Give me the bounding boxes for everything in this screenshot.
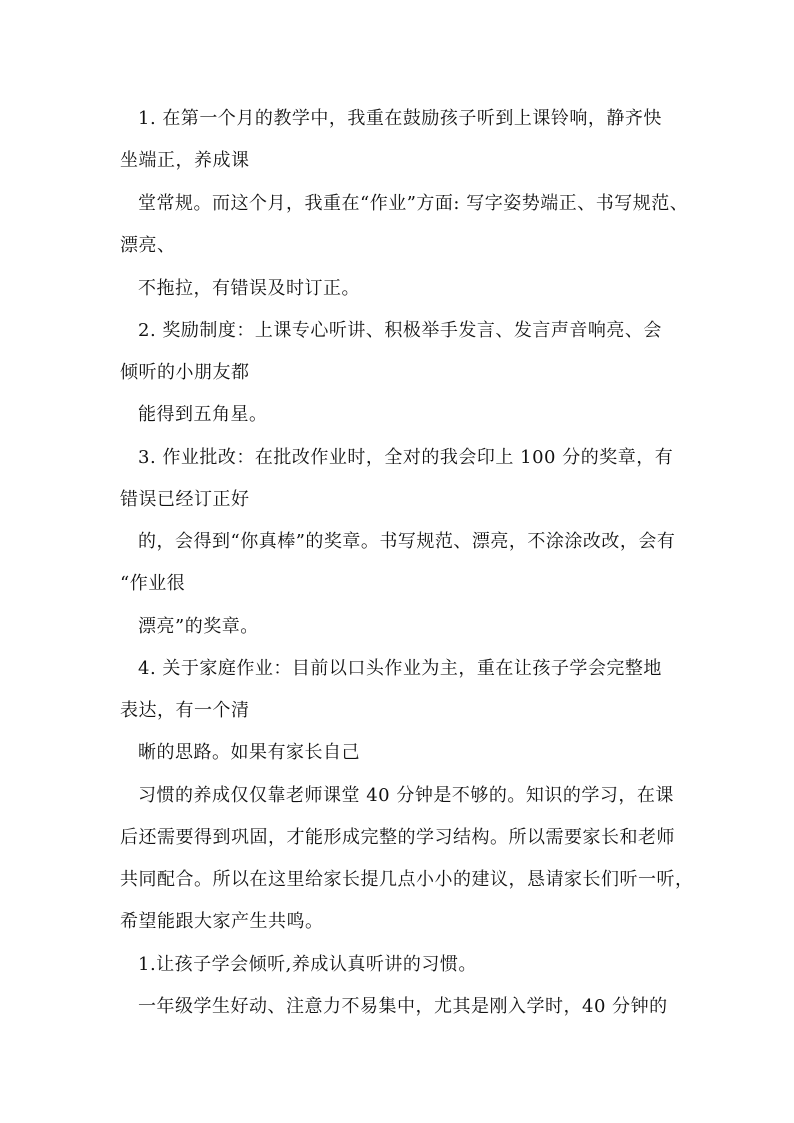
paragraph-line: 一年级学生好动、注意力不易集中，尤其是刚入学时，40 分钟的 <box>138 996 668 1017</box>
paragraph-line: 2. 奖励制度：上课专心听讲、积极举手发言、发言声音响亮、会 <box>138 320 662 341</box>
paragraph-line: 不拖拉，有错误及时订正。 <box>138 278 360 299</box>
paragraph-line: 后还需要得到巩固，才能形成完整的学习结构。所以需要家长和老师 <box>120 827 675 848</box>
paragraph-line: 倾听的小朋友都 <box>120 362 250 383</box>
paragraph-line: 习惯的养成仅仅靠老师课堂 40 分钟是不够的。知识的学习，在课 <box>138 785 674 806</box>
paragraph-line: 的，会得到“你真棒”的奖章。书写规范、漂亮，不涂涂改改，会有 <box>138 531 676 552</box>
paragraph-line: 表达，有一个清 <box>120 700 250 721</box>
paragraph-line: “作业很 <box>120 573 186 594</box>
paragraph-line: 希望能跟大家产生共鸣。 <box>120 911 324 932</box>
paragraph-line: 坐端正，养成课 <box>120 150 250 171</box>
paragraph-line: 能得到五角星。 <box>138 404 268 425</box>
paragraph-line: 错误已经订正好 <box>120 489 250 510</box>
paragraph-line: 漂亮、 <box>120 235 176 256</box>
paragraph-line: 晰的思路。如果有家长自己 <box>138 742 360 763</box>
paragraph-line: 堂常规。而这个月，我重在“作业”方面: 写字姿势端正、书写规范、 <box>138 193 689 214</box>
paragraph-line: 3. 作业批改：在批改作业时，全对的我会印上 100 分的奖章，有 <box>138 447 674 468</box>
paragraph-line: 4. 关于家庭作业：目前以口头作业为主，重在让孩子学会完整地 <box>138 658 662 679</box>
paragraph-line: 共同配合。所以在这里给家长提几点小小的建议，恳请家长们听一听， <box>120 869 694 890</box>
paragraph-line: 1.让孩子学会倾听,养成认真听讲的习惯。 <box>138 954 477 975</box>
paragraph-line: 漂亮”的奖章。 <box>138 616 259 637</box>
paragraph-line: 1. 在第一个月的教学中，我重在鼓励孩子听到上课铃响，静齐快 <box>138 108 662 129</box>
